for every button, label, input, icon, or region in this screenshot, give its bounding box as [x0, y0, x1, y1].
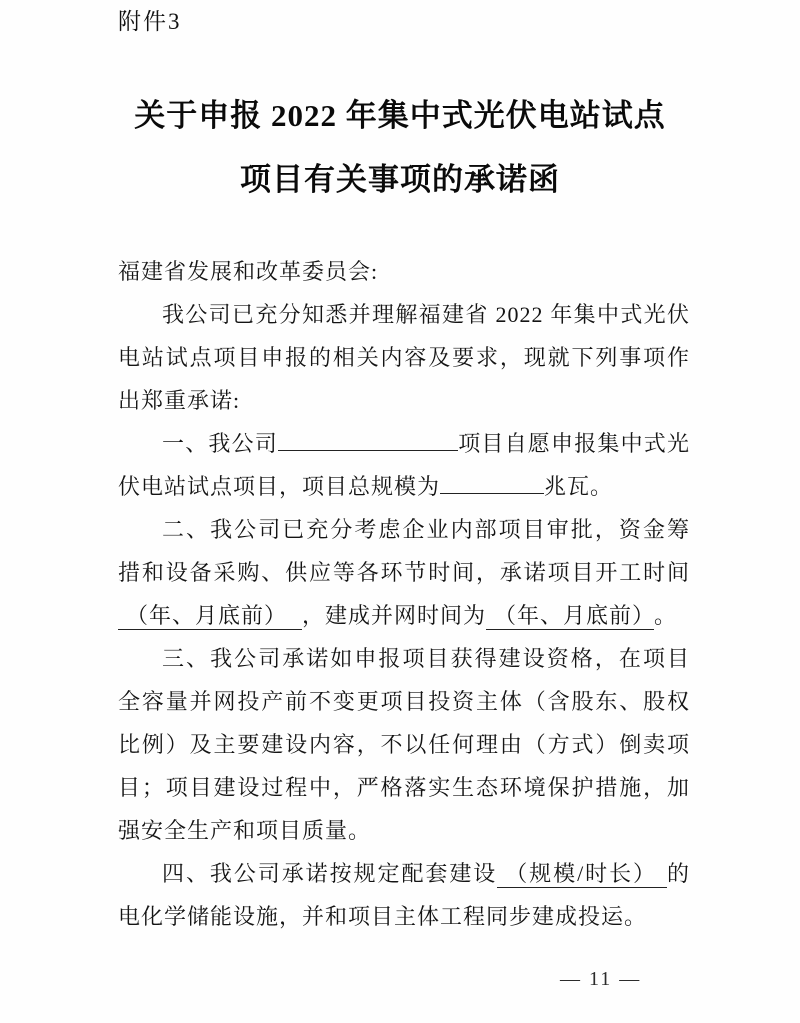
item4-text-post: 的电化学储能设施，并和项目主体工程同步建成投运。 — [118, 861, 690, 929]
paragraph-item-3 — [118, 637, 690, 852]
project-scale-blank-field — [440, 474, 544, 494]
item3-text: 三、我公司承诺如申报项目获得建设资格，在项目全容量并网投产前不变更项目投资主体（含股东、股权比例）及主要建设内容，不以任何理由（方式）倒卖项目；项目建设过程中，严格落实生态环境保护措施，加强安全生产和项目质量。 — [118, 646, 690, 843]
item2-text-post: 。 — [654, 603, 678, 628]
document-body — [118, 250, 690, 938]
document-title — [0, 84, 800, 212]
document-title-line-1: 关于申报 2022 年集中式光伏电站试点 — [134, 98, 666, 133]
item1-text-mid: 项目自愿申报集中式光伏电站试点项目，项目总规模为 — [118, 431, 690, 499]
paragraph-item-2 — [118, 508, 690, 637]
paragraph-intro — [118, 293, 690, 422]
grid-connection-date-placeholder-field: （年、月底前） — [486, 603, 654, 630]
item1-text-pre: 一、我公司 — [162, 431, 278, 456]
item4-text-pre: 四、我公司承诺按规定配套建设 — [162, 861, 498, 886]
company-project-blank-field — [278, 431, 458, 451]
item1-text-post: 兆瓦。 — [544, 474, 614, 499]
item2-text-pre: 二、我公司已充分考虑企业内部项目审批，资金筹措和设备采购、供应等各环节时间，承诺项目开工时间 — [118, 517, 690, 585]
paragraph-item-1 — [118, 422, 690, 508]
intro-text: 我公司已充分知悉并理解福建省 2022 年集中式光伏电站试点项目申报的相关内容及要求，现就下列事项作出郑重承诺: — [118, 302, 690, 413]
attachment-label: 附件3 — [118, 9, 182, 34]
document-title-line-2: 项目有关事项的承诺函 — [240, 162, 560, 197]
storage-scale-placeholder-field: （规模/时长） — [497, 861, 667, 888]
start-date-placeholder-field: （年、月底前） — [118, 603, 302, 630]
salutation: 福建省发展和改革委员会: — [118, 259, 379, 284]
page-number: — 11 — — [560, 968, 642, 990]
item2-text-mid: ，建成并网时间为 — [302, 603, 487, 628]
paragraph-item-4 — [118, 852, 690, 938]
